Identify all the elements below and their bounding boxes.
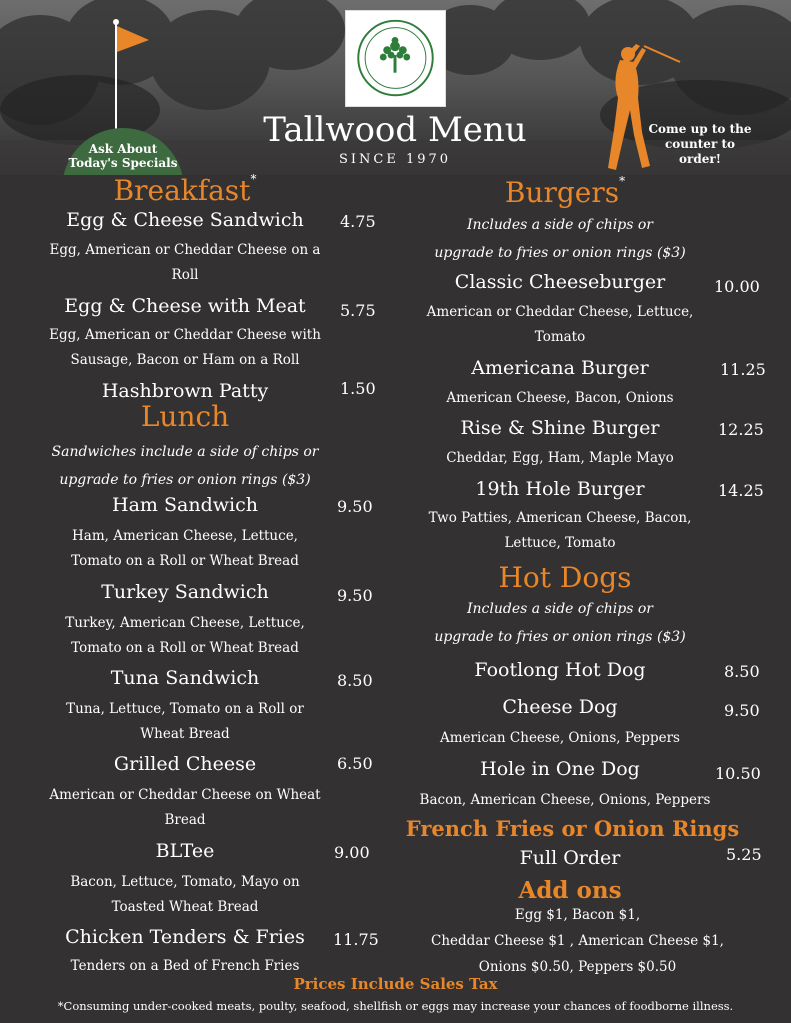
menu-item-price: 8.50 xyxy=(724,662,760,681)
header-banner xyxy=(0,0,791,175)
description-line: Ham, American Cheese, Lettuce, xyxy=(72,528,298,544)
menu-item-name: Footlong Hot Dog xyxy=(474,659,646,681)
note-line: upgrade to fries or onion rings ($3) xyxy=(434,245,686,261)
description-line: American or Cheddar Cheese on Wheat xyxy=(49,787,321,803)
section-note xyxy=(400,595,720,651)
menu-item-price: 10.50 xyxy=(715,764,761,783)
description-line: Sausage, Bacon or Ham on a Roll xyxy=(70,352,300,368)
description-line: Bread xyxy=(164,812,206,828)
description-line: American or Cheddar Cheese, Lettuce, xyxy=(426,304,694,320)
menu-item-price: 11.25 xyxy=(720,360,766,379)
club-logo xyxy=(345,10,446,107)
menu-item-name: Egg & Cheese Sandwich xyxy=(66,209,304,231)
section-title-lunch: Lunch xyxy=(140,400,230,433)
sales-tax-note: Prices Include Sales Tax xyxy=(293,975,498,993)
description-line: Bacon, Lettuce, Tomato, Mayo on xyxy=(70,874,300,890)
menu-item-name: Cheese Dog xyxy=(502,696,618,718)
menu-item-description xyxy=(20,870,350,920)
menu-item-description xyxy=(400,386,720,411)
description-line: Egg, American or Cheddar Cheese with xyxy=(49,327,321,343)
section-note xyxy=(400,211,720,267)
section-title-breakfast xyxy=(60,174,310,207)
menu-item-price: 12.25 xyxy=(718,420,764,439)
menu-item-description xyxy=(20,323,350,373)
specials-line: Ask About xyxy=(88,142,158,156)
menu-item-price: 1.50 xyxy=(340,379,376,398)
note-line: upgrade to fries or onion rings ($3) xyxy=(434,629,686,645)
description-line: Tomato on a Roll or Wheat Bread xyxy=(71,640,299,656)
note-line: upgrade to fries or onion rings ($3) xyxy=(59,472,311,488)
menu-item-description xyxy=(20,611,350,661)
menu-item-price: 9.00 xyxy=(334,843,370,862)
menu-item-price: 9.50 xyxy=(724,701,760,720)
menu-item-description xyxy=(20,783,350,833)
addons-line: Onions $0.50, Peppers $0.50 xyxy=(478,959,677,975)
note-line: Includes a side of chips or xyxy=(466,217,654,233)
description-line: Turkey, American Cheese, Lettuce, xyxy=(65,615,305,631)
description-line: Tomato on a Roll or Wheat Bread xyxy=(71,553,299,569)
section-title-text: Breakfast xyxy=(113,174,251,207)
menu-item-price: 14.25 xyxy=(718,481,764,500)
menu-item-price: 6.50 xyxy=(337,754,373,773)
note-line: Sandwiches include a side of chips or xyxy=(51,444,319,460)
addons-line: Egg $1, Bacon $1, xyxy=(514,907,641,923)
menu-item-description xyxy=(400,726,720,751)
menu-item-price: 9.50 xyxy=(337,497,373,516)
menu-item-name: Grilled Cheese xyxy=(113,753,257,775)
foodborne-disclaimer: *Consuming under-cooked meats, poulty, seafood, shellfish or eggs may increase your chances of foodborne illness. xyxy=(57,999,734,1013)
page-title: Tallwood Menu xyxy=(263,110,527,150)
menu-item-name: Classic Cheeseburger xyxy=(454,271,666,293)
specials-line: Today's Specials xyxy=(68,156,178,170)
menu-item-name: 19th Hole Burger xyxy=(475,478,645,500)
menu-item-price: 10.00 xyxy=(714,277,760,296)
section-title-addons: Add ons xyxy=(518,877,622,904)
menu-item-description xyxy=(400,300,720,350)
menu-item-name: Full Order xyxy=(519,847,621,869)
menu-item-price: 5.75 xyxy=(340,301,376,320)
asterisk-mark: * xyxy=(250,172,257,186)
description-line: Tuna, Lettuce, Tomato on a Roll or xyxy=(66,701,304,717)
menu-item-description xyxy=(400,506,720,556)
asterisk-mark: * xyxy=(619,174,626,188)
description-line: Lettuce, Tomato xyxy=(504,535,616,551)
menu-item-name: Americana Burger xyxy=(471,357,649,379)
menu-item-name: Egg & Cheese with Meat xyxy=(64,295,306,317)
menu-item-description xyxy=(20,238,350,288)
description-line: Tomato xyxy=(534,329,586,345)
description-line: Two Patties, American Cheese, Bacon, xyxy=(428,510,692,526)
menu-item-description xyxy=(395,788,735,813)
menu-item-name: Ham Sandwich xyxy=(112,494,258,516)
order-instructions-line: counter to xyxy=(665,137,735,151)
section-note xyxy=(20,438,350,494)
section-title-hotdogs: Hot Dogs xyxy=(498,561,632,594)
menu-item-name: BLTee xyxy=(155,840,215,862)
description-line: Cheddar, Egg, Ham, Maple Mayo xyxy=(446,450,674,466)
section-title-fries: French Fries or Onion Rings xyxy=(405,816,740,841)
since-tagline: SINCE 1970 xyxy=(338,152,452,167)
menu-item-price: 4.75 xyxy=(340,212,376,231)
description-line: Wheat Bread xyxy=(140,726,230,742)
menu-item-price: 9.50 xyxy=(337,586,373,605)
description-line: Toasted Wheat Bread xyxy=(111,899,259,915)
section-title-burgers xyxy=(440,176,690,209)
menu-item-name: Rise & Shine Burger xyxy=(460,417,660,439)
menu-item-description xyxy=(400,446,720,471)
addons-list xyxy=(395,902,760,980)
description-line: Egg, American or Cheddar Cheese on a xyxy=(49,242,321,258)
description-line: Bacon, American Cheese, Onions, Peppers xyxy=(419,792,711,808)
section-title-text: Burgers xyxy=(504,176,620,209)
description-line: Roll xyxy=(171,267,199,283)
description-line: American Cheese, Bacon, Onions xyxy=(446,390,674,406)
menu-item-price: 11.75 xyxy=(333,930,379,949)
menu-item-name: Tuna Sandwich xyxy=(110,667,260,689)
order-instructions-line: Come up to the xyxy=(648,122,752,136)
menu-item-price: 5.25 xyxy=(726,845,762,864)
menu-item-price: 8.50 xyxy=(337,671,373,690)
addons-line: Cheddar Cheese $1 , American Cheese $1, xyxy=(431,933,724,949)
description-line: American Cheese, Onions, Peppers xyxy=(440,730,680,746)
note-line: Includes a side of chips or xyxy=(466,601,654,617)
menu-item-name: Hashbrown Patty xyxy=(101,380,269,402)
menu-item-name: Turkey Sandwich xyxy=(101,581,269,603)
menu-item-description xyxy=(20,697,350,747)
menu-item-name: Hole in One Dog xyxy=(480,758,640,780)
order-instructions xyxy=(645,122,755,167)
menu-item-description xyxy=(20,524,350,574)
specials-callout xyxy=(62,142,184,170)
order-instructions-line: order! xyxy=(679,152,721,166)
menu-item-name: Chicken Tenders & Fries xyxy=(65,926,305,948)
description-line: Tenders on a Bed of French Fries xyxy=(70,958,300,974)
tree-logo-icon xyxy=(346,11,445,106)
